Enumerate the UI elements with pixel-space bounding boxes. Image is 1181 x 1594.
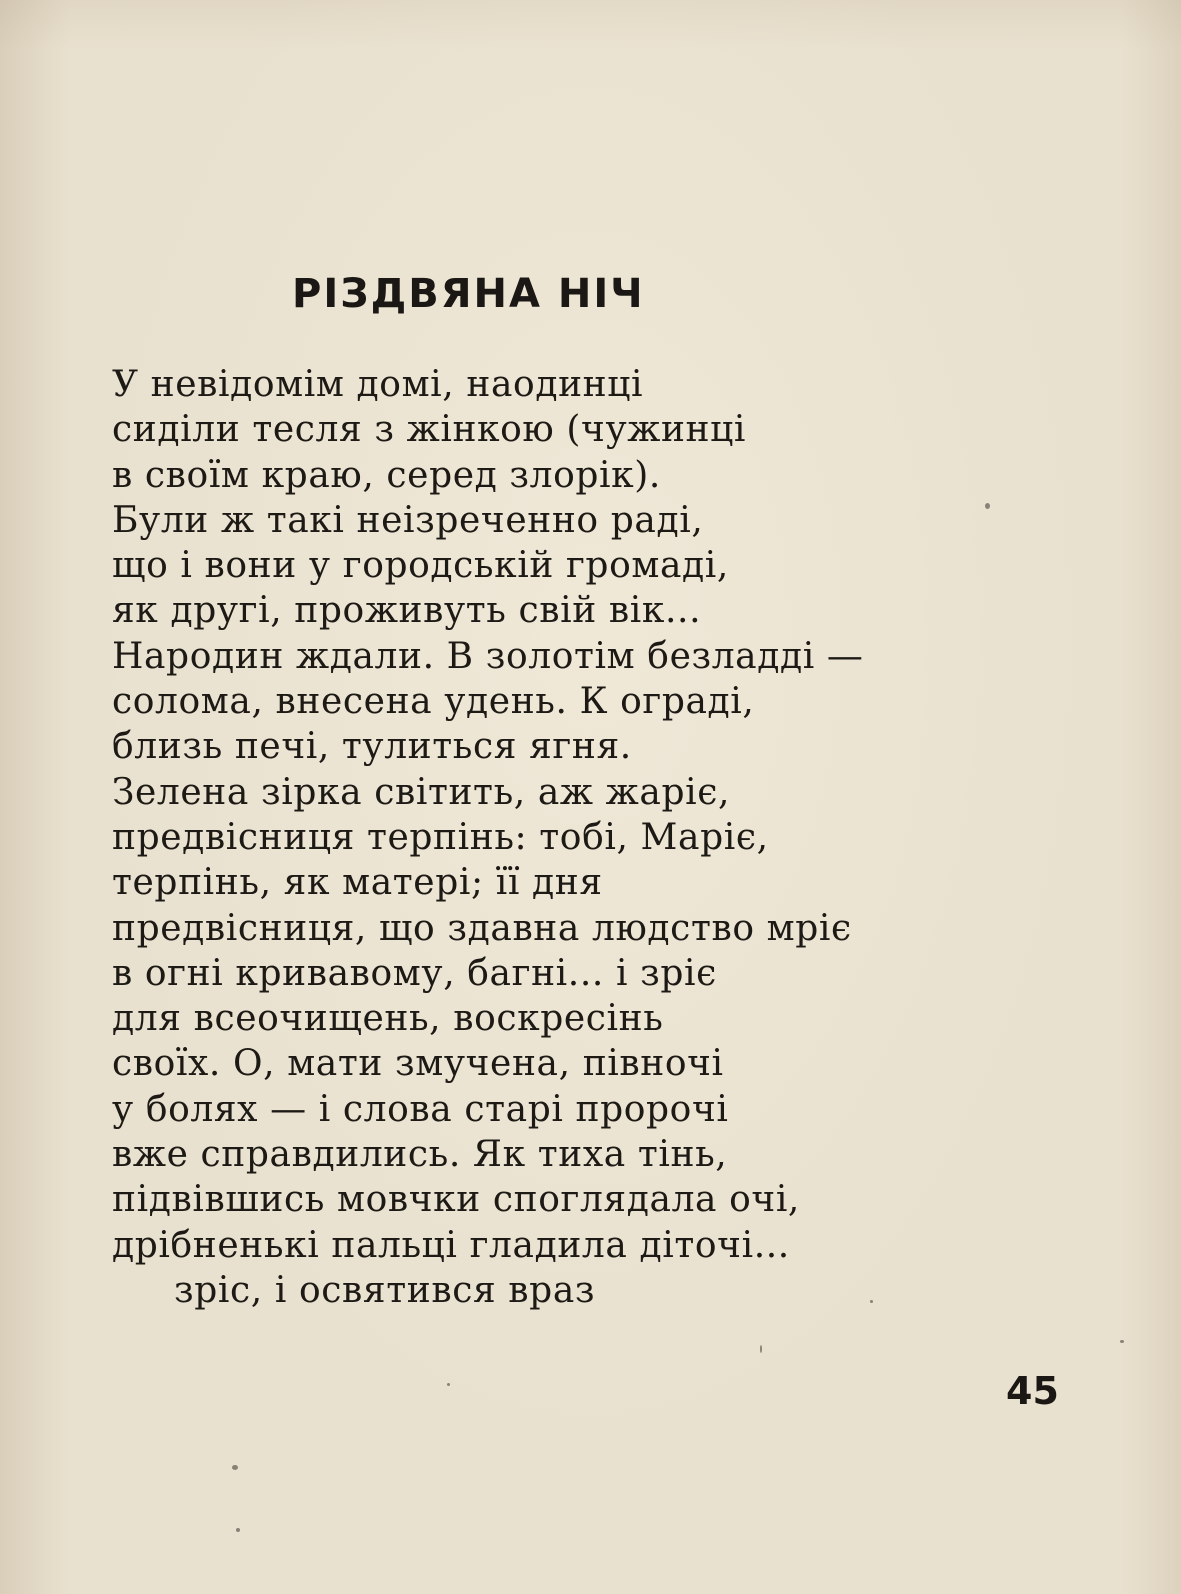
poem-line: що і вони у городській громаді, xyxy=(112,545,729,587)
poem-line: своїх. О, мати змучена, півночі xyxy=(112,1043,724,1085)
paper-speck xyxy=(985,503,990,509)
poem-line: для всеочищень, воскресінь xyxy=(112,998,664,1040)
poem-line: дрібненькі пальці гладила діточі... xyxy=(112,1224,790,1266)
poem-line: вже справдились. Як тиха тінь, xyxy=(112,1134,728,1176)
paper-speck xyxy=(236,1528,240,1532)
paper-speck xyxy=(870,1300,873,1303)
poem-body xyxy=(112,362,864,1313)
paper-speck xyxy=(760,1345,762,1353)
poem-line: Народин ждали. В золотім безладді — xyxy=(112,635,864,677)
paper-speck xyxy=(447,1383,450,1386)
poem-title: РІЗДВЯНА НІЧ xyxy=(292,271,645,317)
paper-speck xyxy=(232,1465,238,1470)
poem-line: терпінь, як матері; її дня xyxy=(112,862,603,904)
poem-line: солома, внесена удень. К ограді, xyxy=(112,681,755,723)
page-number: 45 xyxy=(1006,1369,1059,1413)
poem-line: предвісниця терпінь: тобі, Маріє, xyxy=(112,816,769,858)
paper-speck xyxy=(1120,1340,1124,1343)
poem-line: У невідомім домі, наодинці xyxy=(112,364,644,405)
poem-line: в огні кривавому, багні... і зріє xyxy=(112,952,717,994)
poem-line: сиділи тесля з жінкою (чужинці xyxy=(112,409,747,451)
poem-line: у болях — і слова старі пророчі xyxy=(112,1088,729,1130)
poem-line: підвівшись мовчки споглядала очі, xyxy=(112,1179,800,1221)
poem-line: предвісниця, що здавна людство мріє xyxy=(112,907,852,949)
poem-line: близь печі, тулиться ягня. xyxy=(112,726,632,768)
poem-line: зріс, і освятився враз xyxy=(174,1269,596,1311)
poem-line: Були ж такі неізреченно раді, xyxy=(112,499,704,541)
poem-line: Зелена зірка світить, аж жаріє, xyxy=(112,771,731,813)
poem-line: в своїм краю, серед злорік). xyxy=(112,454,661,496)
poem-line: як другі, проживуть свій вік... xyxy=(112,590,702,632)
